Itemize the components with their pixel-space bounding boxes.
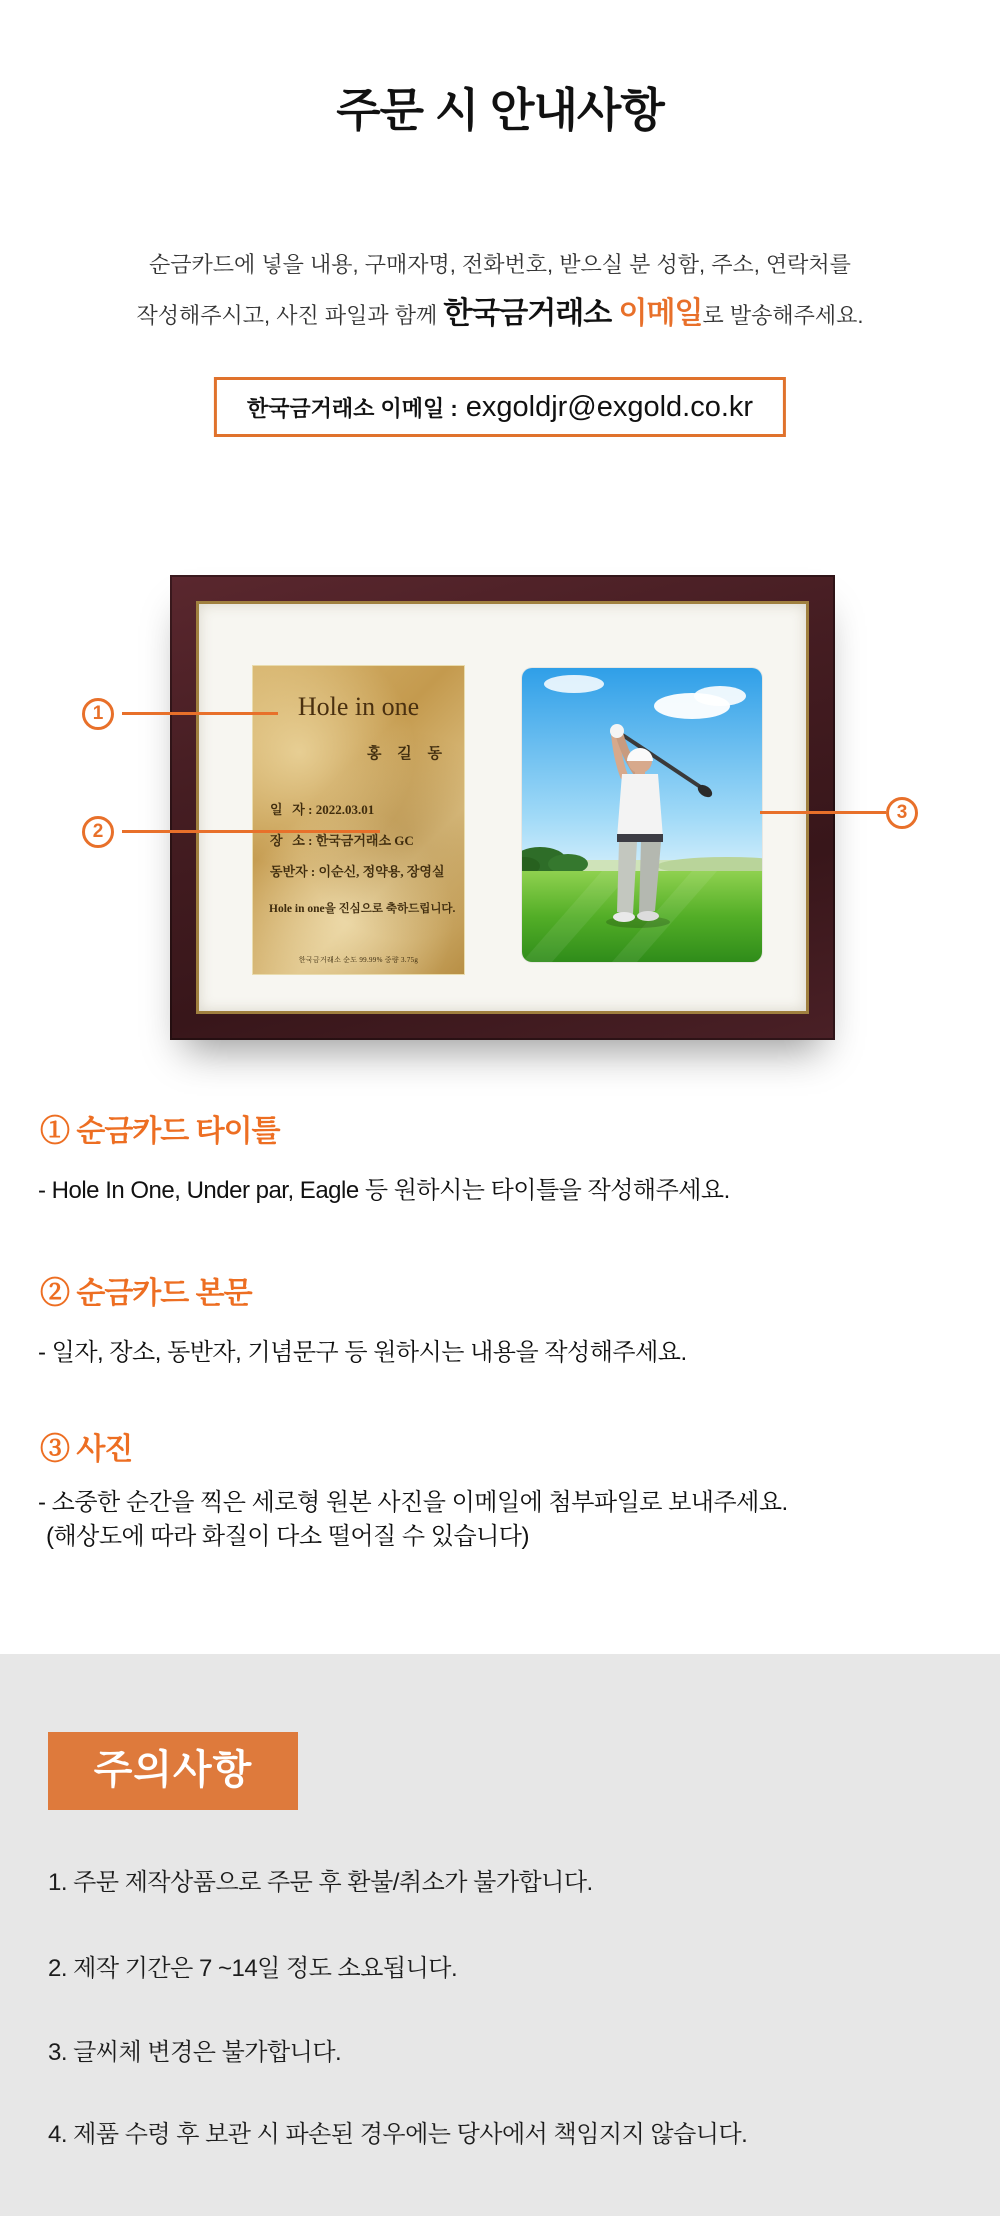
gold-card-companions: 동반자 : 이순신, 정약용, 장영실 (270, 864, 445, 879)
notice-item-3: 3. 글씨체 변경은 불가합니다. (48, 2039, 342, 2066)
golfer-illustration (522, 668, 762, 962)
intro-line-1: 순금카드에 넣을 내용, 구매자명, 전화번호, 받으실 분 성함, 주소, 연락처를 (149, 252, 851, 277)
gold-card (252, 665, 465, 975)
marker-2: 2 (82, 816, 114, 848)
brand-name: 한국금거래소 (443, 297, 619, 330)
marker-3-line (760, 811, 886, 814)
marker-1-line (122, 712, 278, 715)
gold-card-date: 일 자 : 2022.03.01 (270, 802, 375, 817)
email-label: 한국금거래소 이메일 : (246, 395, 458, 421)
notice-item-4: 4. 제품 수령 후 보관 시 파손된 경우에는 당사에서 책임지지 않습니다. (48, 2121, 748, 2148)
section-3-text: - 소중한 순간을 찍은 세로형 원본 사진을 이메일에 첨부파일로 보내주세요. (38, 1489, 788, 1516)
golfer-photo (522, 668, 762, 962)
section-2-text: - 일자, 장소, 동반자, 기념문구 등 원하시는 내용을 작성해주세요. (38, 1339, 687, 1366)
page-title: 주문 시 안내사항 (336, 84, 664, 136)
gold-card-footer: 한국금거래소 순도 99.99% 중량 3.75g (298, 956, 419, 964)
notice-badge: 주의사항 (48, 1732, 298, 1810)
intro-line-2-prefix: 작성해주시고, 사진 파일과 함께 (136, 303, 444, 328)
product-preview (0, 500, 1000, 1120)
section-1-text: - Hole In One, Under par, Eagle 등 원하시는 타이틀을 작성해주세요. (38, 1177, 730, 1204)
email-word-highlight: 이메일 (618, 297, 703, 330)
section-2-heading: ② 순금카드 본문 (40, 1277, 252, 1310)
section-3-heading: ③ 사진 (40, 1433, 133, 1466)
gold-card-name: 홍 길 동 (367, 746, 448, 762)
email-address: exgoldjr@exgold.co.kr (465, 390, 754, 423)
marker-3: 3 (886, 797, 918, 829)
section-3-note: (해상도에 따라 화질이 다소 떨어질 수 있습니다) (46, 1523, 529, 1550)
marker-1: 1 (82, 698, 114, 730)
intro-line-2-suffix: 로 발송해주세요. (702, 303, 864, 328)
gold-card-place: 장 소 : 한국금거래소 GC (270, 833, 414, 848)
notice-section (0, 1654, 1000, 2216)
notice-item-1: 1. 주문 제작상품으로 주문 후 환불/취소가 불가합니다. (48, 1869, 593, 1896)
gold-card-message: Hole in one을 진심으로 축하드립니다. (269, 903, 456, 915)
marker-2-line (122, 830, 380, 833)
intro-line-2 (0, 288, 1000, 332)
notice-item-2: 2. 제작 기간은 7 ~14일 정도 소요됩니다. (48, 1955, 458, 1982)
gold-card-title: Hole in one (297, 692, 420, 721)
gold-card-info (270, 794, 445, 887)
email-box (214, 377, 786, 437)
section-1-heading: ① 순금카드 타이틀 (40, 1115, 280, 1148)
